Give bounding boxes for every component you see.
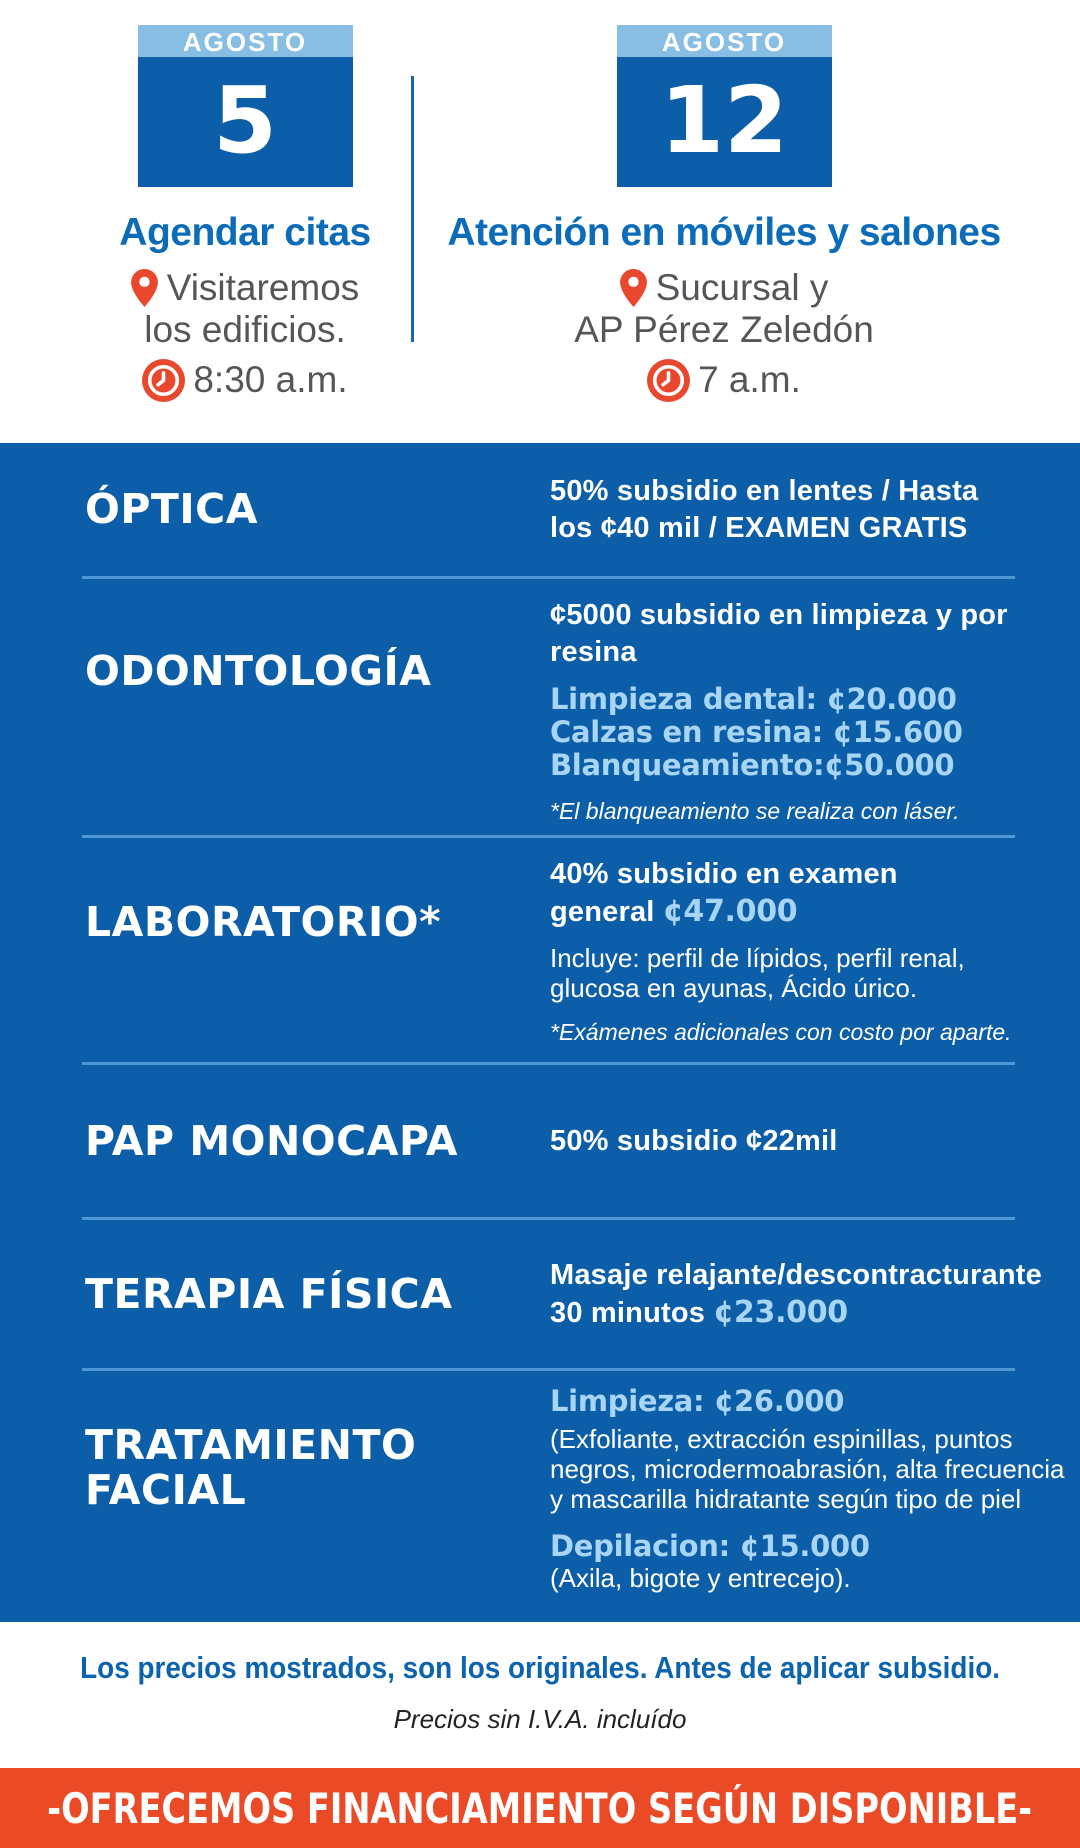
service-price-inline: ¢23.000 <box>713 1294 848 1330</box>
service-name: TRATAMIENTO FACIAL <box>85 1421 417 1514</box>
event-location-text: AP Pérez Zeledón <box>574 309 874 350</box>
calendar-day: 12 <box>617 57 832 187</box>
service-row-optica <box>0 443 1080 576</box>
event-location <box>412 267 1036 351</box>
location-pin-icon <box>131 269 158 307</box>
calendar-day: 5 <box>138 57 353 187</box>
event-time: 7 a.m. <box>698 359 801 400</box>
footer-notes <box>0 1622 1080 1768</box>
service-name: ÓPTICA <box>85 485 258 533</box>
service-name: ODONTOLOGÍA <box>85 647 432 695</box>
event-location-text: Sucursal y <box>655 267 829 308</box>
financing-banner <box>0 1768 1080 1848</box>
service-desc-line <box>550 893 1030 931</box>
event-time: 8:30 a.m. <box>193 359 348 400</box>
service-desc-line: los ¢40 mil / EXAMEN GRATIS <box>550 511 968 544</box>
service-row-laboratorio <box>0 838 1080 1062</box>
service-note: *El blanqueamiento se realiza con láser. <box>550 798 960 824</box>
event-title: Atención en móviles y salones <box>447 211 1001 254</box>
event-location-line <box>412 267 1036 309</box>
service-desc-text: 30 minutos <box>550 1296 714 1329</box>
service-desc-line: Masaje relajante/descontracturante <box>550 1258 1042 1291</box>
service-details <box>550 1424 1065 1514</box>
clock-icon <box>142 359 185 402</box>
service-content <box>550 1371 1065 1622</box>
tax-note: Precios sin I.V.A. incluído <box>393 1704 687 1734</box>
service-price-line: Depilacion: ¢15.000 <box>550 1529 870 1563</box>
price-disclaimer <box>0 1622 1080 1686</box>
service-price-inline: ¢47.000 <box>662 894 798 929</box>
service-name: LABORATORIO* <box>85 898 442 946</box>
services-panel <box>0 443 1080 1622</box>
service-content <box>550 473 1030 547</box>
events-section <box>0 0 1080 443</box>
service-note: *Exámenes adicionales con costo por aparte. <box>550 1019 1012 1045</box>
service-name: TERAPIA FÍSICA <box>85 1269 453 1318</box>
location-pin-icon <box>620 269 647 307</box>
calendar-card <box>138 25 353 187</box>
service-price-list <box>550 683 1030 782</box>
event-location <box>30 267 460 351</box>
service-detail-line: Incluye: perfil de lípidos, perfil renal, <box>550 943 965 973</box>
service-content <box>550 838 1030 1062</box>
service-row-tratamiento-facial <box>0 1371 1080 1622</box>
service-row-odontologia <box>0 579 1080 835</box>
service-name: PAP MONOCAPA <box>85 1116 458 1165</box>
event-time-row <box>412 359 1036 402</box>
service-content <box>550 1257 1042 1332</box>
service-desc-line <box>550 1294 1030 1332</box>
price-disclaimer-text: Los precios mostrados, son los originales. Antes de aplicar subsidio. <box>80 1650 1000 1685</box>
financing-banner-text: -OFRECEMOS FINANCIAMIENTO SEGÚN DISPONIBLE- <box>47 1783 1033 1833</box>
service-detail-line: negros, microdermoabrasión, alta frecuencia <box>550 1454 1065 1484</box>
service-detail-line: y mascarilla hidratante según tipo de piel <box>550 1484 1022 1514</box>
service-desc-line: 50% subsidio ¢22mil <box>550 1124 838 1157</box>
service-price-line: Limpieza dental: ¢20.000 <box>550 682 957 716</box>
service-detail-line: (Exfoliante, extracción espinillas, puntos <box>550 1424 1013 1454</box>
service-price-line: Calzas en resina: ¢15.600 <box>550 715 963 749</box>
service-price-line: Blanqueamiento:¢50.000 <box>550 748 955 782</box>
event-title: Agendar citas <box>119 211 371 254</box>
service-desc-text: general <box>550 896 663 928</box>
calendar-month: AGOSTO <box>617 25 832 57</box>
event-august-5 <box>30 0 460 402</box>
event-time-row <box>30 359 460 402</box>
service-detail-line: (Axila, bigote y entrecejo). <box>550 1563 851 1593</box>
calendar-month: AGOSTO <box>138 25 353 57</box>
service-detail-line: glucosa en ayunas, Ácido úrico. <box>550 973 918 1003</box>
service-row-terapia-fisica <box>0 1220 1080 1368</box>
event-location-text: los edificios. <box>144 309 346 350</box>
service-desc-line: 50% subsidio en lentes / Hasta <box>550 474 979 507</box>
service-content <box>550 1123 1030 1160</box>
service-details <box>550 943 1030 1003</box>
service-content <box>550 579 1030 835</box>
service-desc-line: 40% subsidio en examen <box>550 858 898 890</box>
clock-icon <box>647 359 690 402</box>
service-row-pap-monocapa <box>0 1065 1080 1217</box>
service-price-line: Limpieza: ¢26.000 <box>550 1384 845 1418</box>
event-august-12 <box>412 0 1036 402</box>
service-desc-line: resina <box>550 636 637 668</box>
calendar-card <box>617 25 832 187</box>
event-location-text: Visitaremos <box>166 267 360 308</box>
service-desc-line: ¢5000 subsidio en limpieza y por <box>550 599 1008 631</box>
event-location-line <box>30 267 460 309</box>
